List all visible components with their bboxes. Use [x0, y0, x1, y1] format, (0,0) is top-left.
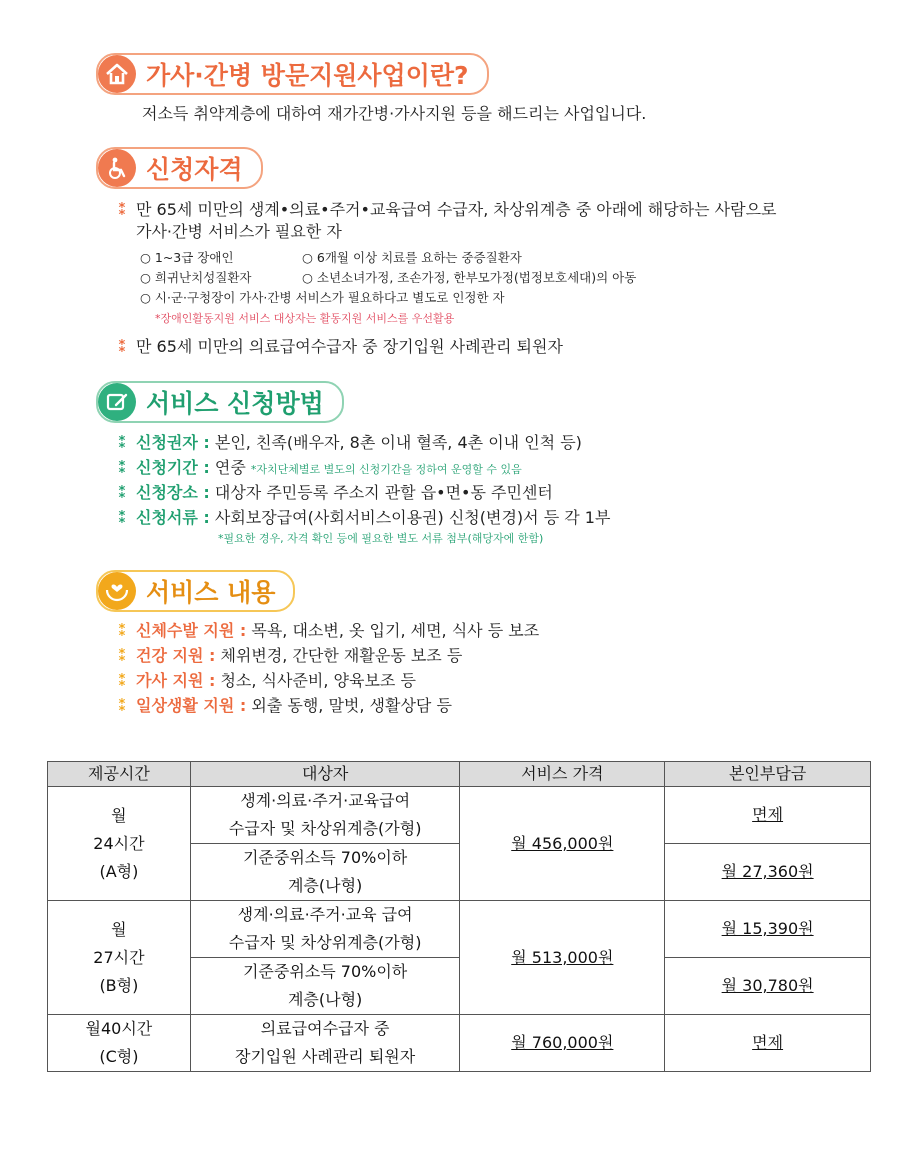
price-table — [47, 761, 871, 1072]
content-item: ⁑ 신체수발 지원 : 목욕, 대소변, 옷 입기, 세면, 식사 등 보조 — [118, 621, 540, 640]
section-title: 서비스 내용 — [146, 578, 276, 607]
target-cell: 기준중위소득 70%이하 계층(나형) — [190, 844, 460, 901]
eligibility-item-1-cont: 가사·간병 서비스가 필요한 자 — [136, 222, 342, 241]
section-title: 신청자격 — [146, 155, 243, 184]
apply-item: ⁑ 신청서류 : 사회보장급여(사회서비스이용권) 신청(변경)서 등 각 1부 — [118, 508, 611, 527]
table-row — [48, 1015, 871, 1072]
target-cell: 기준중위소득 70%이하 계층(나형) — [190, 958, 460, 1015]
table-header-row — [48, 762, 871, 787]
copay-cell: 면제 — [665, 787, 871, 844]
caring-hands-icon — [98, 572, 136, 610]
table-header: 서비스 가격 — [460, 762, 665, 787]
option: ○ 소년소녀가정, 조손가정, 한부모가정(법정보호세대)의 아동 — [302, 270, 637, 285]
time-cell: 월40시간 (C형) — [48, 1015, 191, 1072]
section-title: 가사·간병 방문지원사업이란? — [146, 61, 469, 90]
time-cell: 월 24시간 (A형) — [48, 787, 191, 901]
table-row — [48, 787, 871, 844]
table-header: 대상자 — [190, 762, 460, 787]
eligibility-item-2: ⁑ 만 65세 미만의 의료급여수급자 중 장기입원 사례관리 퇴원자 — [118, 337, 563, 356]
target-cell: 생계·의료·주거·교육 급여 수급자 및 차상위계층(가형) — [190, 901, 460, 958]
option: ○ 시·군·구청장이 가사·간병 서비스가 필요하다고 별도로 인정한 자 — [140, 290, 505, 305]
bullet-icon: ⁑ — [118, 483, 127, 502]
eligibility-note: *장애인활동지원 서비스 대상자는 활동지원 서비스를 우선활용 — [155, 312, 455, 325]
apply-item: ⁑ 신청권자 : 본인, 친족(배우자, 8촌 이내 혈족, 4촌 이내 인척 등) — [118, 433, 582, 452]
option: ○ 1~3급 장애인 — [140, 250, 234, 265]
about-description: 저소득 취약계층에 대하여 재가간병·가사지원 등을 해드리는 사업입니다. — [142, 104, 647, 123]
house-icon — [98, 55, 136, 93]
apply-item: ⁑ 신청장소 : 대상자 주민등록 주소지 관할 읍•면•동 주민센터 — [118, 483, 553, 502]
bullet-icon: ⁑ — [118, 508, 127, 527]
time-cell: 월 27시간 (B형) — [48, 901, 191, 1015]
bullet-icon: ⁑ — [118, 458, 127, 477]
section-header-apply — [96, 381, 344, 423]
eligibility-item-1: ⁑ 만 65세 미만의 생계•의료•주거•교육급여 수급자, 차상위계층 중 아래에 해당하는 사람으로 — [118, 200, 777, 219]
table-header: 본인부담금 — [665, 762, 871, 787]
wheelchair-icon — [98, 149, 136, 187]
copay-cell: 면제 — [665, 1015, 871, 1072]
bullet-icon: ⁑ — [118, 671, 127, 690]
form-icon — [98, 383, 136, 421]
copay-cell: 월 30,780원 — [665, 958, 871, 1015]
table-row — [48, 901, 871, 958]
content-item: ⁑ 가사 지원 : 청소, 식사준비, 양육보조 등 — [118, 671, 416, 690]
section-header-content — [96, 570, 295, 612]
copay-cell: 월 27,360원 — [665, 844, 871, 901]
target-cell: 의료급여수급자 중 장기입원 사례관리 퇴원자 — [190, 1015, 460, 1072]
price-cell: 월 456,000원 — [460, 787, 665, 901]
section-header-about — [96, 53, 489, 95]
bullet-icon: ⁑ — [118, 433, 127, 452]
price-cell: 월 513,000원 — [460, 901, 665, 1015]
content-item: ⁑ 건강 지원 : 체위변경, 간단한 재활운동 보조 등 — [118, 646, 463, 665]
bullet-icon: ⁑ — [118, 621, 127, 640]
section-header-eligibility — [96, 147, 263, 189]
bullet-icon: ⁑ — [118, 646, 127, 665]
target-cell: 생계·의료·주거·교육급여 수급자 및 차상위계층(가형) — [190, 787, 460, 844]
bullet-icon: ⁑ — [118, 696, 127, 715]
table-header: 제공시간 — [48, 762, 191, 787]
apply-item: ⁑ 신청기간 : 연중 *자치단체별로 별도의 신청기간을 정하여 운영할 수 있음 — [118, 458, 522, 477]
section-title: 서비스 신청방법 — [146, 389, 324, 418]
option: ○ 희귀난치성질환자 — [140, 270, 252, 285]
copay-cell: 월 15,390원 — [665, 901, 871, 958]
bullet-icon: ⁑ — [118, 200, 127, 219]
bullet-icon: ⁑ — [118, 337, 127, 356]
option: ○ 6개월 이상 치료를 요하는 중증질환자 — [302, 250, 522, 265]
content-item: ⁑ 일상생활 지원 : 외출 동행, 말벗, 생활상담 등 — [118, 696, 452, 715]
apply-note: *필요한 경우, 자격 확인 등에 필요한 별도 서류 첨부(해당자에 한함) — [218, 532, 544, 545]
price-cell: 월 760,000원 — [460, 1015, 665, 1072]
